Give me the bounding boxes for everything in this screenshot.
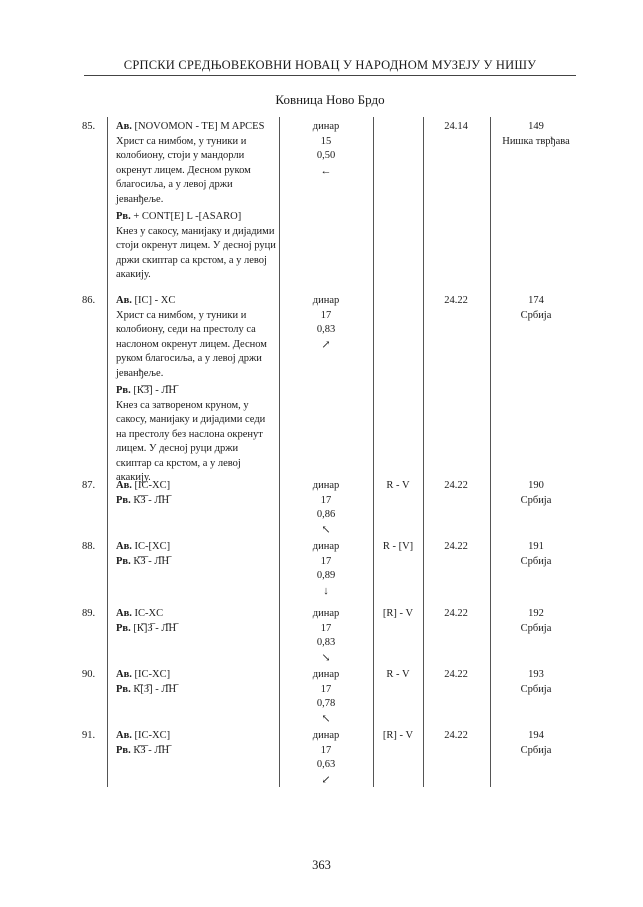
catalog-reference: 24.22 <box>444 480 468 491</box>
reverse-text: Кнез са затвореном круном, у сакосу, манијаку и дијадими седи на престолу без наслона окренут лицем. У десној руци држи скиптар са крстом, а у левој акакију. <box>116 399 266 483</box>
entry-number: 91. <box>82 730 96 741</box>
obverse <box>116 294 276 309</box>
reverse-label: Рв. <box>116 555 131 567</box>
findspot: Србија <box>520 683 552 695</box>
weight-label: 17 <box>320 309 332 321</box>
obverse-legend: [NOVOMON - TE] M APCES <box>131 121 265 132</box>
column-divider <box>423 117 424 787</box>
obverse <box>116 120 276 135</box>
reverse-legend: К̅З̅ - Л̅Н̅ <box>130 555 170 567</box>
die-axis-arrow-icon: ↖ <box>321 712 331 725</box>
catalog-reference: 24.22 <box>444 669 468 680</box>
weight-label: 17 <box>320 683 332 695</box>
inventory-number: 149 <box>528 121 544 132</box>
reverse-legend: [К̅]З̅ - Л̅Н̅ <box>130 622 177 634</box>
header-rule <box>84 75 576 76</box>
mass: 0,78 <box>316 698 336 709</box>
reverse-label: Рв. <box>116 494 131 506</box>
obverse-label: Ав. <box>116 480 132 491</box>
coin-description <box>116 120 276 283</box>
mint-mark: [R] - V <box>382 730 414 741</box>
column-divider <box>490 117 491 787</box>
obverse-legend: [IC-XC] <box>131 480 171 491</box>
findspot: Нишка тврђава <box>502 135 570 147</box>
running-header: СРПСКИ СРЕДЊОВЕКОВНИ НОВАЦ У НАРОДНОМ МУЗЕЈУ У НИШУ <box>123 58 537 72</box>
reverse-legend: [К̅З̅] - Л̅Н̅ <box>130 385 177 396</box>
coin-description <box>116 729 276 758</box>
page-number: 363 <box>312 858 331 872</box>
obverse-label: Ав. <box>116 121 132 132</box>
entry-number: 87. <box>82 480 96 491</box>
coin-metrics <box>280 120 372 178</box>
coin-description <box>116 668 276 697</box>
coin-metrics <box>280 729 372 787</box>
inventory-number: 193 <box>528 669 544 680</box>
provenance <box>492 540 580 569</box>
catalog-reference: 24.22 <box>444 541 468 552</box>
provenance <box>492 668 580 697</box>
die-axis-arrow-icon: ↓ <box>323 584 329 597</box>
reverse <box>116 210 276 225</box>
obverse-label: Ав. <box>116 295 132 306</box>
catalog-reference: 24.22 <box>444 608 468 619</box>
reverse-label: Рв. <box>116 385 131 396</box>
obverse-legend: IC-XC <box>131 608 164 619</box>
mass: 0,63 <box>316 759 336 770</box>
entry-number: 89. <box>82 608 96 619</box>
obverse-legend: [IC] - XC <box>131 295 176 306</box>
provenance <box>492 479 580 508</box>
entry-number: 85. <box>82 121 96 132</box>
obverse-label: Ав. <box>116 608 132 619</box>
reverse-legend: К̅З̅ - Л̅Н̅ <box>130 744 170 756</box>
weight-label: 15 <box>320 135 332 147</box>
entry-number: 86. <box>82 295 96 306</box>
inventory-number: 194 <box>528 730 544 741</box>
die-axis-arrow-icon: ↖ <box>321 523 331 536</box>
denomination: динар <box>312 295 340 306</box>
obverse-legend: [IC-XC] <box>131 669 171 680</box>
coin-metrics <box>280 479 372 537</box>
reverse <box>116 683 276 698</box>
weight-label: 17 <box>320 494 332 506</box>
obverse <box>116 729 276 744</box>
findspot: Србија <box>520 622 552 634</box>
catalog-reference: 24.14 <box>444 121 468 132</box>
denomination: динар <box>312 480 340 491</box>
findspot: Србија <box>520 555 552 567</box>
coin-description <box>116 607 276 636</box>
reverse-label: Рв. <box>116 622 131 634</box>
entry-number: 88. <box>82 541 96 552</box>
reverse-text: Кнез у сакосу, манијаку и дијадими стоји окренут лицем. У десној руци држи скиптар са крстом, а у левој акакију. <box>116 225 276 280</box>
reverse <box>116 744 276 759</box>
findspot: Србија <box>520 494 552 506</box>
weight-label: 17 <box>320 622 332 634</box>
provenance <box>492 729 580 758</box>
die-axis-arrow-icon: ↘ <box>321 651 331 664</box>
mass: 0,86 <box>316 509 336 520</box>
obverse-text: Христ са нимбом, у туники и колобиону, стоји у мандорли окренут лицем. Десном руком благосиља, а у левој држи јеванђеље. <box>116 135 251 205</box>
reverse-legend: + CONT[E] L -[ASARO] <box>130 211 242 222</box>
reverse <box>116 384 276 399</box>
mass: 0,83 <box>316 324 336 335</box>
mint-mark: R - V <box>386 480 410 491</box>
denomination: динар <box>312 730 340 741</box>
reverse-legend: К̅[З̅] - Л̅Н̅ <box>130 683 177 695</box>
mint-mark: R - V <box>386 669 410 680</box>
weight-label: 17 <box>320 744 332 756</box>
inventory-number: 192 <box>528 608 544 619</box>
column-divider <box>107 117 108 787</box>
coin-metrics <box>280 294 372 352</box>
coin-metrics <box>280 668 372 726</box>
weight-label: 17 <box>320 555 332 567</box>
reverse-label: Рв. <box>116 683 131 695</box>
reverse-legend: К̅З̅ - Л̅Н̅ <box>130 494 170 506</box>
provenance <box>492 120 580 149</box>
die-axis-arrow-icon: ↙ <box>321 773 331 786</box>
provenance <box>492 607 580 636</box>
catalog-reference: 24.22 <box>444 295 468 306</box>
mass: 0,89 <box>316 570 336 581</box>
mint-mark: R - [V] <box>382 541 414 552</box>
reverse <box>116 622 276 637</box>
mass: 0,83 <box>316 637 336 648</box>
coin-metrics <box>280 607 372 665</box>
obverse-legend: IC-[XC] <box>131 541 171 552</box>
coin-description <box>116 540 276 569</box>
findspot: Србија <box>520 744 552 756</box>
obverse-label: Ав. <box>116 541 132 552</box>
obverse <box>116 479 276 494</box>
denomination: динар <box>312 669 340 680</box>
obverse-label: Ав. <box>116 730 132 741</box>
catalog-reference: 24.22 <box>444 730 468 741</box>
obverse-text: Христ са нимбом, у туники и колобиону, седи на престолу са наслоном окренут лицем. Десном руком благосиља, а у левој држи јеванђеље. <box>116 309 267 379</box>
obverse <box>116 668 276 683</box>
coin-description <box>116 294 276 486</box>
entry-number: 90. <box>82 669 96 680</box>
coin-metrics <box>280 540 372 598</box>
inventory-number: 174 <box>528 295 544 306</box>
findspot: Србија <box>520 309 552 321</box>
denomination: динар <box>312 541 340 552</box>
column-divider <box>373 117 374 787</box>
denomination: динар <box>312 121 340 132</box>
obverse <box>116 540 276 555</box>
provenance <box>492 294 580 323</box>
inventory-number: 191 <box>528 541 544 552</box>
reverse <box>116 494 276 509</box>
section-title: Ковница Ново Брдо <box>275 92 385 107</box>
mint-mark: [R] - V <box>382 608 414 619</box>
inventory-number: 190 <box>528 480 544 491</box>
denomination: динар <box>312 608 340 619</box>
mass: 0,50 <box>316 150 336 161</box>
obverse-legend: [IC-XC] <box>131 730 171 741</box>
reverse <box>116 555 276 570</box>
obverse-label: Ав. <box>116 669 132 680</box>
reverse-label: Рв. <box>116 211 131 222</box>
reverse-label: Рв. <box>116 744 131 756</box>
die-axis-arrow-icon: ↗ <box>321 338 331 351</box>
die-axis-arrow-icon: ← <box>320 164 332 177</box>
coin-description <box>116 479 276 508</box>
obverse <box>116 607 276 622</box>
